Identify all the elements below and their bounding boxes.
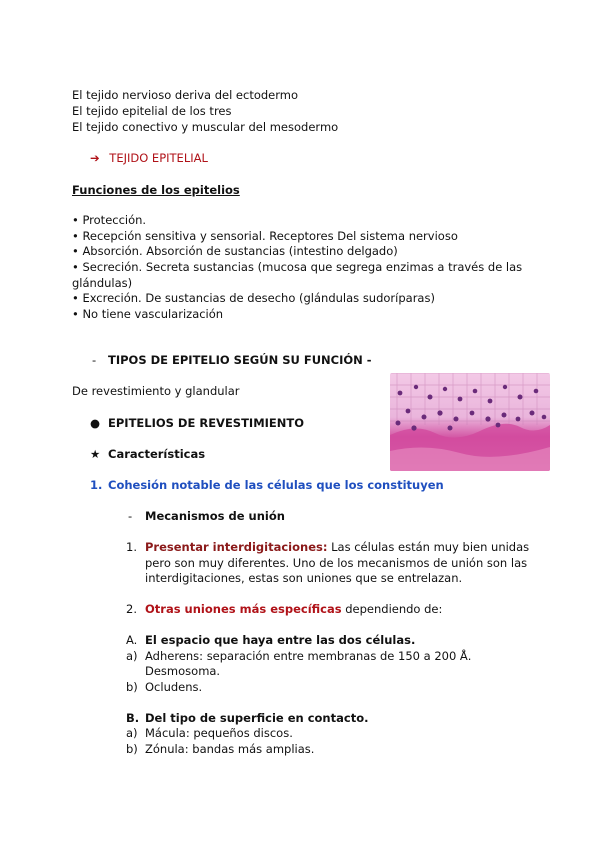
groupB-a-label: a) [126, 726, 138, 740]
item1-number: 1. [126, 540, 137, 554]
intro-line-2: El tejido epitelial de los tres [72, 104, 232, 118]
groupA-b-text: Ocludens. [145, 680, 203, 694]
function-item: • Protección. [72, 213, 147, 227]
star-icon: ★ [90, 447, 101, 461]
function-item: glándulas) [72, 276, 133, 290]
functions-title: Funciones de los epitelios [72, 183, 240, 197]
cohesion-number: 1. [90, 478, 103, 492]
types-title: TIPOS DE EPITELIO SEGÚN SU FUNCIÓN - [108, 353, 372, 367]
function-item: • Excreción. De sustancias de desecho (glándulas sudoríparas) [72, 291, 435, 305]
item2-number: 2. [126, 602, 137, 616]
item2-highlight: Otras uniones más específicas [145, 602, 342, 616]
intro-line-1: El tejido nervioso deriva del ectodermo [72, 88, 299, 102]
function-item: • No tiene vascularización [72, 307, 224, 321]
arrow-icon: ➔ [90, 151, 100, 165]
groupA-label: A. [126, 633, 138, 647]
mecanismos-dash: - [128, 509, 133, 523]
groupA-b-label: b) [126, 680, 138, 694]
types-subtitle: De revestimiento y glandular [72, 384, 240, 398]
revestimiento-bullet: ● [90, 416, 101, 430]
epithelium-histology-image [390, 373, 550, 471]
caracteristicas-title: Características [108, 447, 206, 461]
groupA-a-label: a) [126, 649, 138, 663]
function-item: • Secreción. Secreta sustancias (mucosa que segrega enzimas a través de las [72, 260, 523, 274]
groupA-title: El espacio que haya entre las dos células. [145, 633, 416, 647]
item2-line [145, 601, 442, 617]
function-item: • Absorción. Absorción de sustancias (intestino delgado) [72, 244, 398, 258]
item1-rest: Las células están muy bien unidas [327, 540, 530, 554]
item2-rest: dependiendo de: [341, 602, 443, 616]
item1-highlight: Presentar interdigitaciones: [145, 540, 328, 554]
groupA-a-text2: Desmosoma. [145, 664, 221, 678]
intro-line-3: El tejido conectivo y muscular del mesodermo [72, 120, 339, 134]
cohesion-title: Cohesión notable de las células que los constituyen [108, 478, 444, 492]
item1-line3: interdigitaciones, estas son uniones que se entrelazan. [145, 571, 463, 585]
groupB-label: B. [126, 711, 140, 725]
item1-line1 [145, 539, 529, 555]
item1-line2: pero son muy diferentes. Uno de los mecanismos de unión son las [145, 556, 528, 570]
groupA-a-text: Adherens: separación entre membranas de 150 a 200 Å. [145, 649, 472, 663]
section-heading [90, 150, 208, 166]
mecanismos-title: Mecanismos de unión [145, 509, 285, 523]
types-dash: - [92, 353, 97, 367]
groupB-b-label: b) [126, 742, 138, 756]
revestimiento-title: EPITELIOS DE REVESTIMIENTO [108, 416, 305, 430]
function-item: • Recepción sensitiva y sensorial. Receptores Del sistema nervioso [72, 229, 458, 243]
groupB-title: Del tipo de superficie en contacto. [145, 711, 369, 725]
section-heading-text: TEJIDO EPITELIAL [109, 151, 208, 165]
groupB-a-text: Mácula: pequeños discos. [145, 726, 293, 740]
groupB-b-text: Zónula: bandas más amplias. [145, 742, 315, 756]
